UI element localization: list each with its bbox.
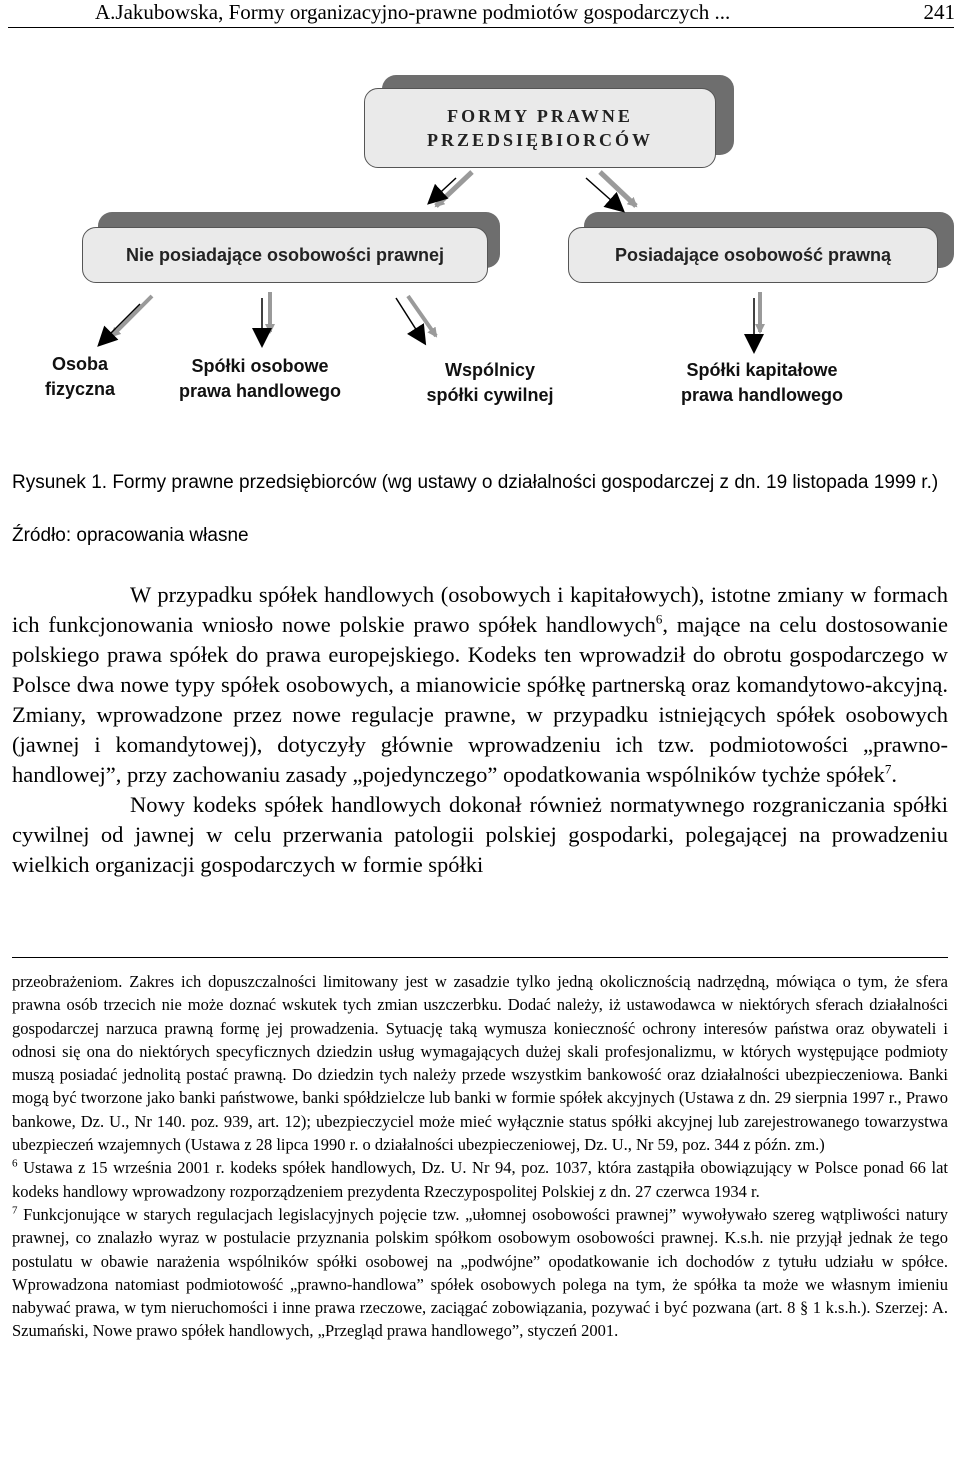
leaf-spolki-kapitalowe: [652, 358, 872, 408]
paragraph: [12, 580, 948, 790]
footnote-separator: [12, 957, 948, 958]
leaf-line: Spółki osobowe: [191, 356, 329, 376]
leaf-spolki-osobowe: [150, 354, 370, 404]
leaf-line: prawa handlowego: [178, 381, 342, 401]
running-title: A.Jakubowska, Formy organizacyjno-prawne podmiotów gospodarczych ...: [95, 0, 731, 24]
leaf-osoba-fizyczna: [20, 352, 140, 402]
leaf-line: Osoba: [51, 354, 108, 374]
footnote-number: 7: [12, 1204, 18, 1217]
root-to-right-arrow: [586, 172, 636, 210]
footnote-text: Ustawa z 15 września 2001 r. kodeks spółek handlowych, Dz. U. Nr 94, poz. 1037, która zastąpiła obowiązujący w Polsce ponad 66 lat kodeks handlowy wprowadzony rozporządzeniem prezydenta Rzeczypospolitej Polskiej z dn. 27 czerwca 1934 r.: [12, 1158, 948, 1201]
paragraph-text: .: [891, 762, 897, 787]
body-text: [12, 580, 948, 880]
footnote-ref: 7: [884, 761, 892, 777]
footnote-number: 6: [12, 1157, 18, 1170]
paragraph-text: , mające na celu dostosowanie polskiego prawa spółek do prawa europejskiego. Kodeks ten wprowadził do obrotu gospodarczego w Polsce dwa nowe typy spółek osobowych, a mianowicie spółkę partnerską oraz komandytowo-akcyjną. Zmiany, wprowadzone przez nowe regulacje prawne, w przypadku istniejących spółek osobowych (jawnej i komandytowej), dotyczyły głównie wprowadzeniu ich tzw. podmiotowości „prawno-handlowej”, przy zachowaniu zasady „pojedynczego” opodatkowania wspólników tychże spółek: [12, 612, 948, 787]
arrow-to-wspolnicy: [396, 296, 436, 342]
paragraph-text: W przypadku spółek handlowych (osobowych i kapitałowych), istotne zmiany w formach ich funkcjonowania wniosło nowe polskie prawo spółek handlowych: [12, 582, 948, 637]
footnote-ref: 6: [655, 611, 663, 627]
header-rule: [8, 27, 954, 28]
leaf-line: spółki cywilnej: [426, 385, 554, 405]
arrow-to-spolki-kapitalowe: [754, 292, 760, 350]
root-to-left-arrow: [430, 172, 472, 206]
leaf-line: prawa handlowego: [680, 385, 844, 405]
footnote-text: Funkcjonujące w starych regulacjach legislacyjnych pojęcie tzw. „ułomnej osobowości prawnej” wywoływało szereg wątpliwości natury prawnej, co znalazło wyraz w postulacie przyznania polskim spółkom osobowym osobowości prawnej. K.s.h. nie przyjął jednak że tego postulatu w obawie narażenia wspólników spółki osobowej na „podwójne” opodatkowanie ich dochodów z tytułu udziału w spółce. Wprowadzona natomiast podmiotowość „prawno-handlowa” spółek osobowych polega na tym, że spółka ta może we własnym imieniu nabywać prawa, w tym nieruchomości i inne prawa rzeczowe, zaciągać zobowiązania, pozywać i być pozwana (art. 8 § 1 k.s.h.). Szerzej: A. Szumański, Nowe prawo spółek handlowych, „Przegląd prawa handlowego”, styczeń 2001.: [12, 1204, 948, 1341]
leaf-line: fizyczna: [44, 379, 116, 399]
leaf-line: Wspólnicy: [444, 360, 535, 380]
figure-source: Źródło: opracowania własne: [12, 525, 249, 546]
root-box-line2: PRZEDSIĘBIORCÓW: [426, 130, 654, 150]
running-header: [95, 0, 955, 28]
right-branch-label: Posiadające osobowość prawną: [614, 244, 892, 265]
footnote-continued: przeobrażeniom. Zakres ich dopuszczalności limitowany jest w zasadzie tylko jedną okolicznością nadrzędną, mówiąca o tym, że sfera prawna osób trzecich nie może doznać wskutek tych zmian uszczerbku. Dodać należy, iż ustawodawca w niektórych sferach działalności gospodarczej narzuca prawną formę jej prowadzenia. Sytuację taką wymusza konieczność ochrony interesów państwa oraz obywateli i odnosi się ona do niektórych specyficznych dziedzin usług wymagających dużej skali profesjonalizmu, w których występujące podmioty muszą posiadać jednolitą postać prawną. Do dziedzin tych należy przede wszystkim bankowość oraz działalności ubezpieczeniowa. Banki mogą być tworzone jako banki państwowe, banki spółdzielcze lub banki w formie spółek akcyjnych (Ustawa z dn. 29 sierpnia 1997 r., Prawo bankowe, Dz. U., Nr 140. poz. 939, art. 12); ubezpieczyciel może mieć wyłącznie status spółki akcyjnej lub zarejestrowanego towarzystwa ubezpieczeń wzajemnych (Ustawa z 28 lipca 1990 r. o działalności ubezpieczeniowej, Dz. U., Nr 59, poz. 344 z późn. zm.): [12, 972, 948, 1155]
arrow-to-osoba-fizyczna: [100, 296, 152, 344]
figure-caption: Rysunek 1. Formy prawne przedsiębiorców (wg ustawy o działalności gospodarczej z dn. 19 listopada 1999 r.): [12, 472, 939, 493]
footnote-6: [12, 1156, 948, 1203]
leaf-line: Spółki kapitałowe: [686, 360, 838, 380]
root-box-line1: FORMY PRAWNE: [447, 106, 633, 126]
page-number: 241: [923, 0, 955, 24]
arrow-to-spolki-osobowe: [262, 292, 270, 344]
legal-forms-diagram: [0, 60, 960, 430]
left-branch-label: Nie posiadające osobowości prawnej: [125, 244, 445, 265]
leaf-wspolnicy: [390, 358, 590, 408]
footnote-7: [12, 1203, 948, 1343]
footnotes: [12, 970, 948, 1343]
paragraph: Nowy kodeks spółek handlowych dokonał również normatywnego rozgraniczania spółki cywilnej od jawnej w celu przerwania patologii polskiej gospodarki, polegającej na prowadzeniu wielkich organizacji gospodarczych w formie spółki: [12, 792, 948, 877]
